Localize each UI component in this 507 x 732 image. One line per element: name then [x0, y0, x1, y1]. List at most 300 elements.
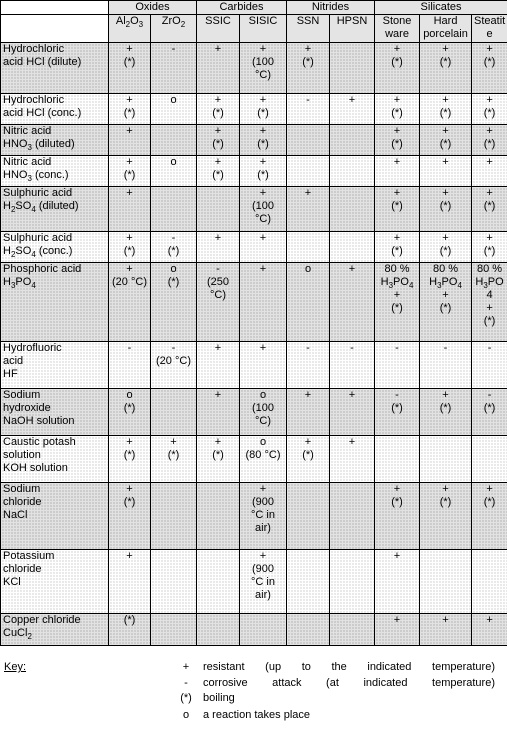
cell-value-text: (*)	[212, 169, 224, 181]
medium-label-subscript: 2	[10, 205, 16, 215]
cell-value-text: +	[348, 436, 356, 448]
column-header-subscript: 2	[180, 20, 186, 30]
cell-value-text: +	[259, 263, 267, 275]
medium-label	[1, 156, 109, 187]
cell-value-text: (*)	[439, 496, 452, 508]
cell-sisic	[240, 436, 287, 483]
group-silicates: Silicates	[375, 1, 507, 15]
cell-al2o3	[109, 550, 151, 614]
cell-value-text: -	[487, 342, 492, 354]
medium-label-text: (diluted)	[35, 200, 79, 212]
cell-value-text: +	[393, 289, 401, 301]
cell-value-text: o	[170, 94, 177, 106]
cell-value-text: +	[214, 232, 222, 244]
cell-value-text: +	[486, 125, 493, 137]
cell-stoneware	[375, 94, 420, 125]
cell-value-text: -	[171, 232, 176, 244]
cell-sisic	[240, 389, 287, 436]
cell-value-text: H	[380, 276, 389, 288]
cell-hpsn	[330, 232, 375, 263]
cell-value-text: +	[442, 232, 449, 244]
cell-value-text: (*)	[391, 200, 403, 212]
cell-value-text: -	[171, 342, 176, 354]
cell-hpsn	[330, 263, 375, 342]
column-header-text: O	[130, 15, 139, 27]
cell-value-text: +	[442, 94, 449, 106]
cell-value-text: +	[486, 43, 493, 55]
cell-value-text: (*)	[439, 302, 452, 314]
medium-label	[1, 43, 109, 94]
cell-value-text: +	[486, 94, 493, 106]
key-title: Key:	[4, 661, 27, 673]
column-header-text: porcelain	[423, 28, 468, 40]
column-header-text: Steatit	[474, 15, 506, 27]
medium-label-text: Copper chloride	[3, 614, 81, 626]
cell-steatite	[472, 483, 507, 550]
cell-value-text: o	[259, 436, 267, 448]
cell-value-text: +	[393, 156, 401, 168]
column-header-text: SSN	[296, 15, 320, 27]
group-header-row	[1, 1, 507, 15]
cell-ssn	[287, 342, 330, 389]
cell-value-text: +	[393, 94, 401, 106]
cell-value-text: PO	[441, 276, 458, 288]
cell-value-text: -	[306, 342, 310, 354]
cell-hard-porcelain	[420, 94, 472, 125]
cell-value-text: +	[214, 94, 222, 106]
cell-value-text: +	[393, 43, 401, 55]
medium-label-text: (conc.)	[35, 245, 73, 257]
cell-stoneware	[375, 436, 420, 483]
cell-value-text: +	[393, 550, 401, 562]
cell-value-text: °C in	[251, 509, 275, 521]
cell-hpsn	[330, 125, 375, 156]
key-text-resistant: resistant (up to the indicated temperature)	[203, 661, 495, 673]
cell-stoneware	[375, 232, 420, 263]
cell-value-text: +	[486, 302, 493, 314]
cell-value-text: air)	[255, 589, 271, 601]
cell-value-text: (*)	[167, 245, 180, 257]
cell-value-text: (*)	[123, 245, 136, 257]
cell-value-text: +	[170, 436, 177, 448]
cell-value-text: (*)	[167, 276, 180, 288]
cell-ssn	[287, 232, 330, 263]
cell-value-text: +	[348, 389, 356, 401]
cell-al2o3	[109, 389, 151, 436]
cell-value-text: +	[348, 263, 356, 275]
medium-label-text: Sulphuric acid	[3, 232, 73, 244]
cell-steatite	[472, 125, 507, 156]
cell-value-text: +	[126, 436, 133, 448]
cell-value-text: (*)	[123, 169, 136, 181]
cell-sisic	[240, 342, 287, 389]
cell-steatite	[472, 232, 507, 263]
table-row	[1, 156, 507, 187]
cell-zro2	[151, 232, 197, 263]
cell-value-text: air)	[255, 522, 271, 534]
cell-ssic	[197, 94, 240, 125]
cell-value-text: (*)	[483, 315, 496, 327]
cell-value-text: +	[214, 156, 222, 168]
cell-value-text: (100	[251, 56, 275, 68]
cell-value-text: (*)	[483, 200, 496, 212]
cell-value-text: PO	[393, 276, 409, 288]
medium-label-text: HF	[3, 368, 18, 380]
column-header-text: ware	[385, 28, 409, 40]
key-text-boiling: boiling	[203, 692, 235, 704]
cell-value-text: (20 °C)	[156, 355, 191, 367]
cell-ssic	[197, 125, 240, 156]
cell-ssn	[287, 614, 330, 646]
cell-value-text: (*)	[483, 107, 496, 119]
cell-value-text: (*)	[483, 402, 496, 414]
table-row	[1, 483, 507, 550]
cell-value-text: +	[486, 187, 493, 199]
cell-stoneware	[375, 156, 420, 187]
medium-label-text: SO	[15, 245, 32, 257]
cell-value-subscript: 3	[483, 281, 488, 291]
cell-zro2	[151, 389, 197, 436]
medium-label	[1, 232, 109, 263]
cell-value-text: (*)	[391, 245, 403, 257]
cell-value-text: +	[348, 94, 356, 106]
cell-value-text: +	[259, 550, 267, 562]
table-row	[1, 125, 507, 156]
cell-ssn	[287, 43, 330, 94]
cell-value-subscript: 3	[437, 281, 442, 291]
medium-label	[1, 436, 109, 483]
medium-label-text: acid	[3, 355, 24, 367]
cell-value-text: +	[304, 436, 312, 448]
cell-sisic	[240, 43, 287, 94]
key-section	[0, 656, 507, 732]
key-symbol-reaction: o	[182, 709, 190, 721]
cell-value-text: +	[393, 232, 401, 244]
medium-label-text: hydroxide	[3, 402, 51, 414]
cell-sisic	[240, 94, 287, 125]
cell-hard-porcelain	[420, 389, 472, 436]
cell-al2o3	[109, 263, 151, 342]
cell-ssn	[287, 550, 330, 614]
cell-steatite	[472, 550, 507, 614]
cell-hard-porcelain	[420, 550, 472, 614]
cell-value-text: +	[214, 342, 222, 354]
cell-stoneware	[375, 614, 420, 646]
column-header-ssn	[287, 15, 330, 43]
medium-label	[1, 614, 109, 646]
medium-label-subscript: 3	[10, 281, 16, 291]
corner-cell	[1, 1, 109, 15]
cell-stoneware	[375, 43, 420, 94]
column-header-sisic	[240, 15, 287, 43]
cell-value-text: o	[259, 389, 267, 401]
cell-value-text: +	[126, 94, 133, 106]
cell-ssic	[197, 436, 240, 483]
medium-label-text: Hydrochloric	[3, 94, 65, 106]
cell-value-text: 80 %	[432, 263, 459, 275]
cell-value-text: (*)	[391, 496, 403, 508]
table-row	[1, 389, 507, 436]
medium-label-text: acid HCl (conc.)	[3, 107, 82, 119]
cell-value-text: (100	[251, 402, 275, 414]
cell-value-text: (*)	[439, 245, 452, 257]
medium-label-text: CuCl	[3, 627, 28, 639]
medium-label-subscript: 2	[10, 250, 16, 260]
cell-al2o3	[109, 156, 151, 187]
cell-hpsn	[330, 43, 375, 94]
cell-value-text: -	[216, 263, 220, 275]
column-header-al2o3	[109, 15, 151, 43]
medium-label	[1, 263, 109, 342]
cell-sisic	[240, 156, 287, 187]
medium-label-text: HNO	[3, 169, 28, 181]
cell-hard-porcelain	[420, 43, 472, 94]
cell-al2o3	[109, 436, 151, 483]
cell-value-text: +	[126, 232, 133, 244]
medium-label-subscript: 2	[27, 632, 32, 642]
cell-steatite	[472, 187, 507, 232]
cell-stoneware	[375, 187, 420, 232]
cell-value-text: (*)	[123, 402, 136, 414]
cell-al2o3	[109, 232, 151, 263]
cell-value-text: (*)	[439, 200, 452, 212]
medium-label-subscript: 3	[27, 174, 32, 184]
medium-label	[1, 125, 109, 156]
cell-value-text: (100	[251, 200, 275, 212]
cell-value-text: +	[442, 187, 449, 199]
cell-value-text: -	[395, 389, 399, 401]
column-header-text: Hard	[433, 15, 458, 27]
cell-sisic	[240, 263, 287, 342]
medium-label-text: KCl	[3, 576, 21, 588]
cell-value-text: (*)	[302, 449, 314, 461]
cell-value-text: (900	[251, 563, 275, 575]
cell-value-text: +	[393, 483, 401, 495]
medium-label-text: Hydrofluoric	[3, 342, 62, 354]
column-header-hpsn	[330, 15, 375, 43]
cell-hard-porcelain	[420, 263, 472, 342]
cell-value-text: -	[171, 43, 176, 55]
cell-value-text: +	[259, 125, 267, 137]
table-row	[1, 232, 507, 263]
cell-stoneware	[375, 125, 420, 156]
cell-ssn	[287, 483, 330, 550]
cell-value-text: (*)	[439, 56, 452, 68]
cell-ssn	[287, 125, 330, 156]
cell-value-text: (*)	[257, 107, 269, 119]
cell-value-text: PO	[487, 276, 504, 288]
cell-value-text: +	[259, 156, 267, 168]
cell-hpsn	[330, 550, 375, 614]
cell-value-text: +	[259, 187, 267, 199]
cell-hard-porcelain	[420, 483, 472, 550]
cell-hpsn	[330, 342, 375, 389]
cell-hpsn	[330, 614, 375, 646]
column-header-text: SISIC	[248, 15, 278, 27]
key-symbol-resistant: +	[182, 661, 190, 673]
cell-zro2	[151, 43, 197, 94]
cell-steatite	[472, 156, 507, 187]
cell-value-text: +	[259, 94, 267, 106]
medium-label-text: Potassium	[3, 550, 55, 562]
cell-sisic	[240, 125, 287, 156]
medium-label-text: chloride	[3, 563, 42, 575]
corner-cell-lower	[1, 15, 109, 43]
cell-ssic	[197, 550, 240, 614]
cell-ssn	[287, 156, 330, 187]
cell-al2o3	[109, 125, 151, 156]
cell-stoneware	[375, 389, 420, 436]
medium-label-text: NaCl	[3, 509, 28, 521]
cell-value-text: (*)	[212, 107, 224, 119]
cell-hard-porcelain	[420, 156, 472, 187]
column-header-steatite	[472, 15, 507, 43]
cell-ssn	[287, 187, 330, 232]
cell-value-text: °C)	[209, 289, 226, 301]
medium-label-text: Sulphuric acid	[3, 187, 73, 199]
cell-value-text: +	[126, 263, 133, 275]
cell-value-text: +	[486, 614, 493, 626]
cell-value-text: +	[393, 614, 401, 626]
table-row	[1, 436, 507, 483]
cell-value-text: +	[259, 43, 267, 55]
cell-value-text: +	[442, 614, 449, 626]
cell-hard-porcelain	[420, 125, 472, 156]
cell-value-text: (*)	[483, 496, 496, 508]
medium-label	[1, 389, 109, 436]
table-row	[1, 614, 507, 646]
column-header-text: Al	[115, 15, 126, 27]
cell-value-text: +	[259, 232, 267, 244]
cell-sisic	[240, 614, 287, 646]
medium-label-subscript: 4	[31, 205, 36, 215]
cell-value-text: o	[304, 263, 312, 275]
cell-value-text: 4	[486, 289, 493, 301]
column-header-text: e	[486, 28, 493, 40]
group-oxides: Oxides	[109, 1, 197, 15]
cell-ssic	[197, 156, 240, 187]
medium-label-text: solution	[3, 449, 41, 461]
cell-value-text: (*)	[123, 614, 136, 626]
cell-value-text: °C)	[254, 415, 271, 427]
cell-value-text: o	[126, 389, 133, 401]
cell-ssic	[197, 263, 240, 342]
cell-value-text: (*)	[167, 449, 180, 461]
cell-steatite	[472, 436, 507, 483]
cell-value-text: +	[126, 156, 133, 168]
medium-label-subscript: 4	[31, 250, 36, 260]
medium-label-text: HNO	[3, 138, 28, 150]
cell-value-text: (*)	[483, 138, 496, 150]
medium-label-text: Phosphoric acid	[3, 263, 82, 275]
table-row	[1, 550, 507, 614]
cell-value-text: +	[393, 187, 401, 199]
cell-sisic	[240, 232, 287, 263]
cell-sisic	[240, 550, 287, 614]
cell-value-text: (20 °C)	[112, 276, 147, 288]
cell-zro2	[151, 614, 197, 646]
cell-value-text: +	[304, 187, 312, 199]
cell-value-text: (*)	[302, 56, 314, 68]
cell-steatite	[472, 389, 507, 436]
cell-zro2	[151, 187, 197, 232]
cell-value-text: +	[214, 389, 222, 401]
cell-zro2	[151, 94, 197, 125]
cell-hpsn	[330, 436, 375, 483]
cell-value-text: +	[442, 125, 449, 137]
medium-label-text: KOH solution	[3, 462, 68, 474]
table-row	[1, 263, 507, 342]
cell-value-text: +	[304, 389, 312, 401]
cell-ssic	[197, 43, 240, 94]
cell-value-text: +	[126, 125, 133, 137]
column-header-hard-porcelain	[420, 15, 472, 43]
cell-al2o3	[109, 94, 151, 125]
medium-label-text: Nitric acid	[3, 156, 52, 168]
cell-value-text: H	[429, 276, 438, 288]
cell-value-subscript: 4	[457, 281, 462, 291]
cell-value-text: +	[486, 232, 493, 244]
cell-value-text: +	[486, 156, 493, 168]
cell-value-text: +	[442, 483, 449, 495]
medium-label	[1, 94, 109, 125]
cell-value-text: (*)	[123, 107, 136, 119]
cell-value-text: (*)	[123, 496, 136, 508]
cell-value-text: +	[126, 43, 133, 55]
column-header-zro2	[151, 15, 197, 43]
medium-label-text: H	[3, 245, 11, 257]
cell-value-text: (80 °C)	[245, 449, 281, 461]
cell-value-text: +	[442, 43, 449, 55]
cell-hard-porcelain	[420, 614, 472, 646]
cell-steatite	[472, 94, 507, 125]
cell-ssn	[287, 94, 330, 125]
table-row	[1, 94, 507, 125]
cell-value-text: +	[304, 43, 312, 55]
cell-al2o3	[109, 187, 151, 232]
column-header-text: Stone	[382, 15, 412, 27]
medium-label-text: chloride	[3, 496, 42, 508]
cell-ssn	[287, 263, 330, 342]
cell-al2o3	[109, 614, 151, 646]
cell-ssic	[197, 342, 240, 389]
cell-sisic	[240, 187, 287, 232]
cell-value-subscript: 3	[388, 281, 394, 291]
cell-value-text: H	[475, 276, 484, 288]
cell-value-text: (*)	[439, 107, 452, 119]
cell-value-text: -	[487, 389, 492, 401]
cell-value-text: +	[126, 483, 133, 495]
cell-ssic	[197, 389, 240, 436]
cell-value-text: 80 %	[476, 263, 503, 275]
medium-label-text: Hydrochloric	[3, 43, 65, 55]
cell-value-text: (*)	[212, 138, 224, 150]
cell-value-text: +	[259, 342, 267, 354]
medium-label-text: H	[3, 276, 11, 288]
cell-hpsn	[330, 94, 375, 125]
cell-al2o3	[109, 342, 151, 389]
medium-label	[1, 187, 109, 232]
cell-value-text: (*)	[123, 56, 136, 68]
column-header-text: HPSN	[336, 15, 368, 27]
cell-value-text: +	[126, 187, 133, 199]
column-header-stoneware	[375, 15, 420, 43]
cell-al2o3	[109, 43, 151, 94]
cell-value-text: o	[170, 263, 177, 275]
cell-zro2	[151, 156, 197, 187]
cell-value-text: (*)	[212, 449, 224, 461]
cell-value-text: 80 %	[384, 263, 410, 275]
